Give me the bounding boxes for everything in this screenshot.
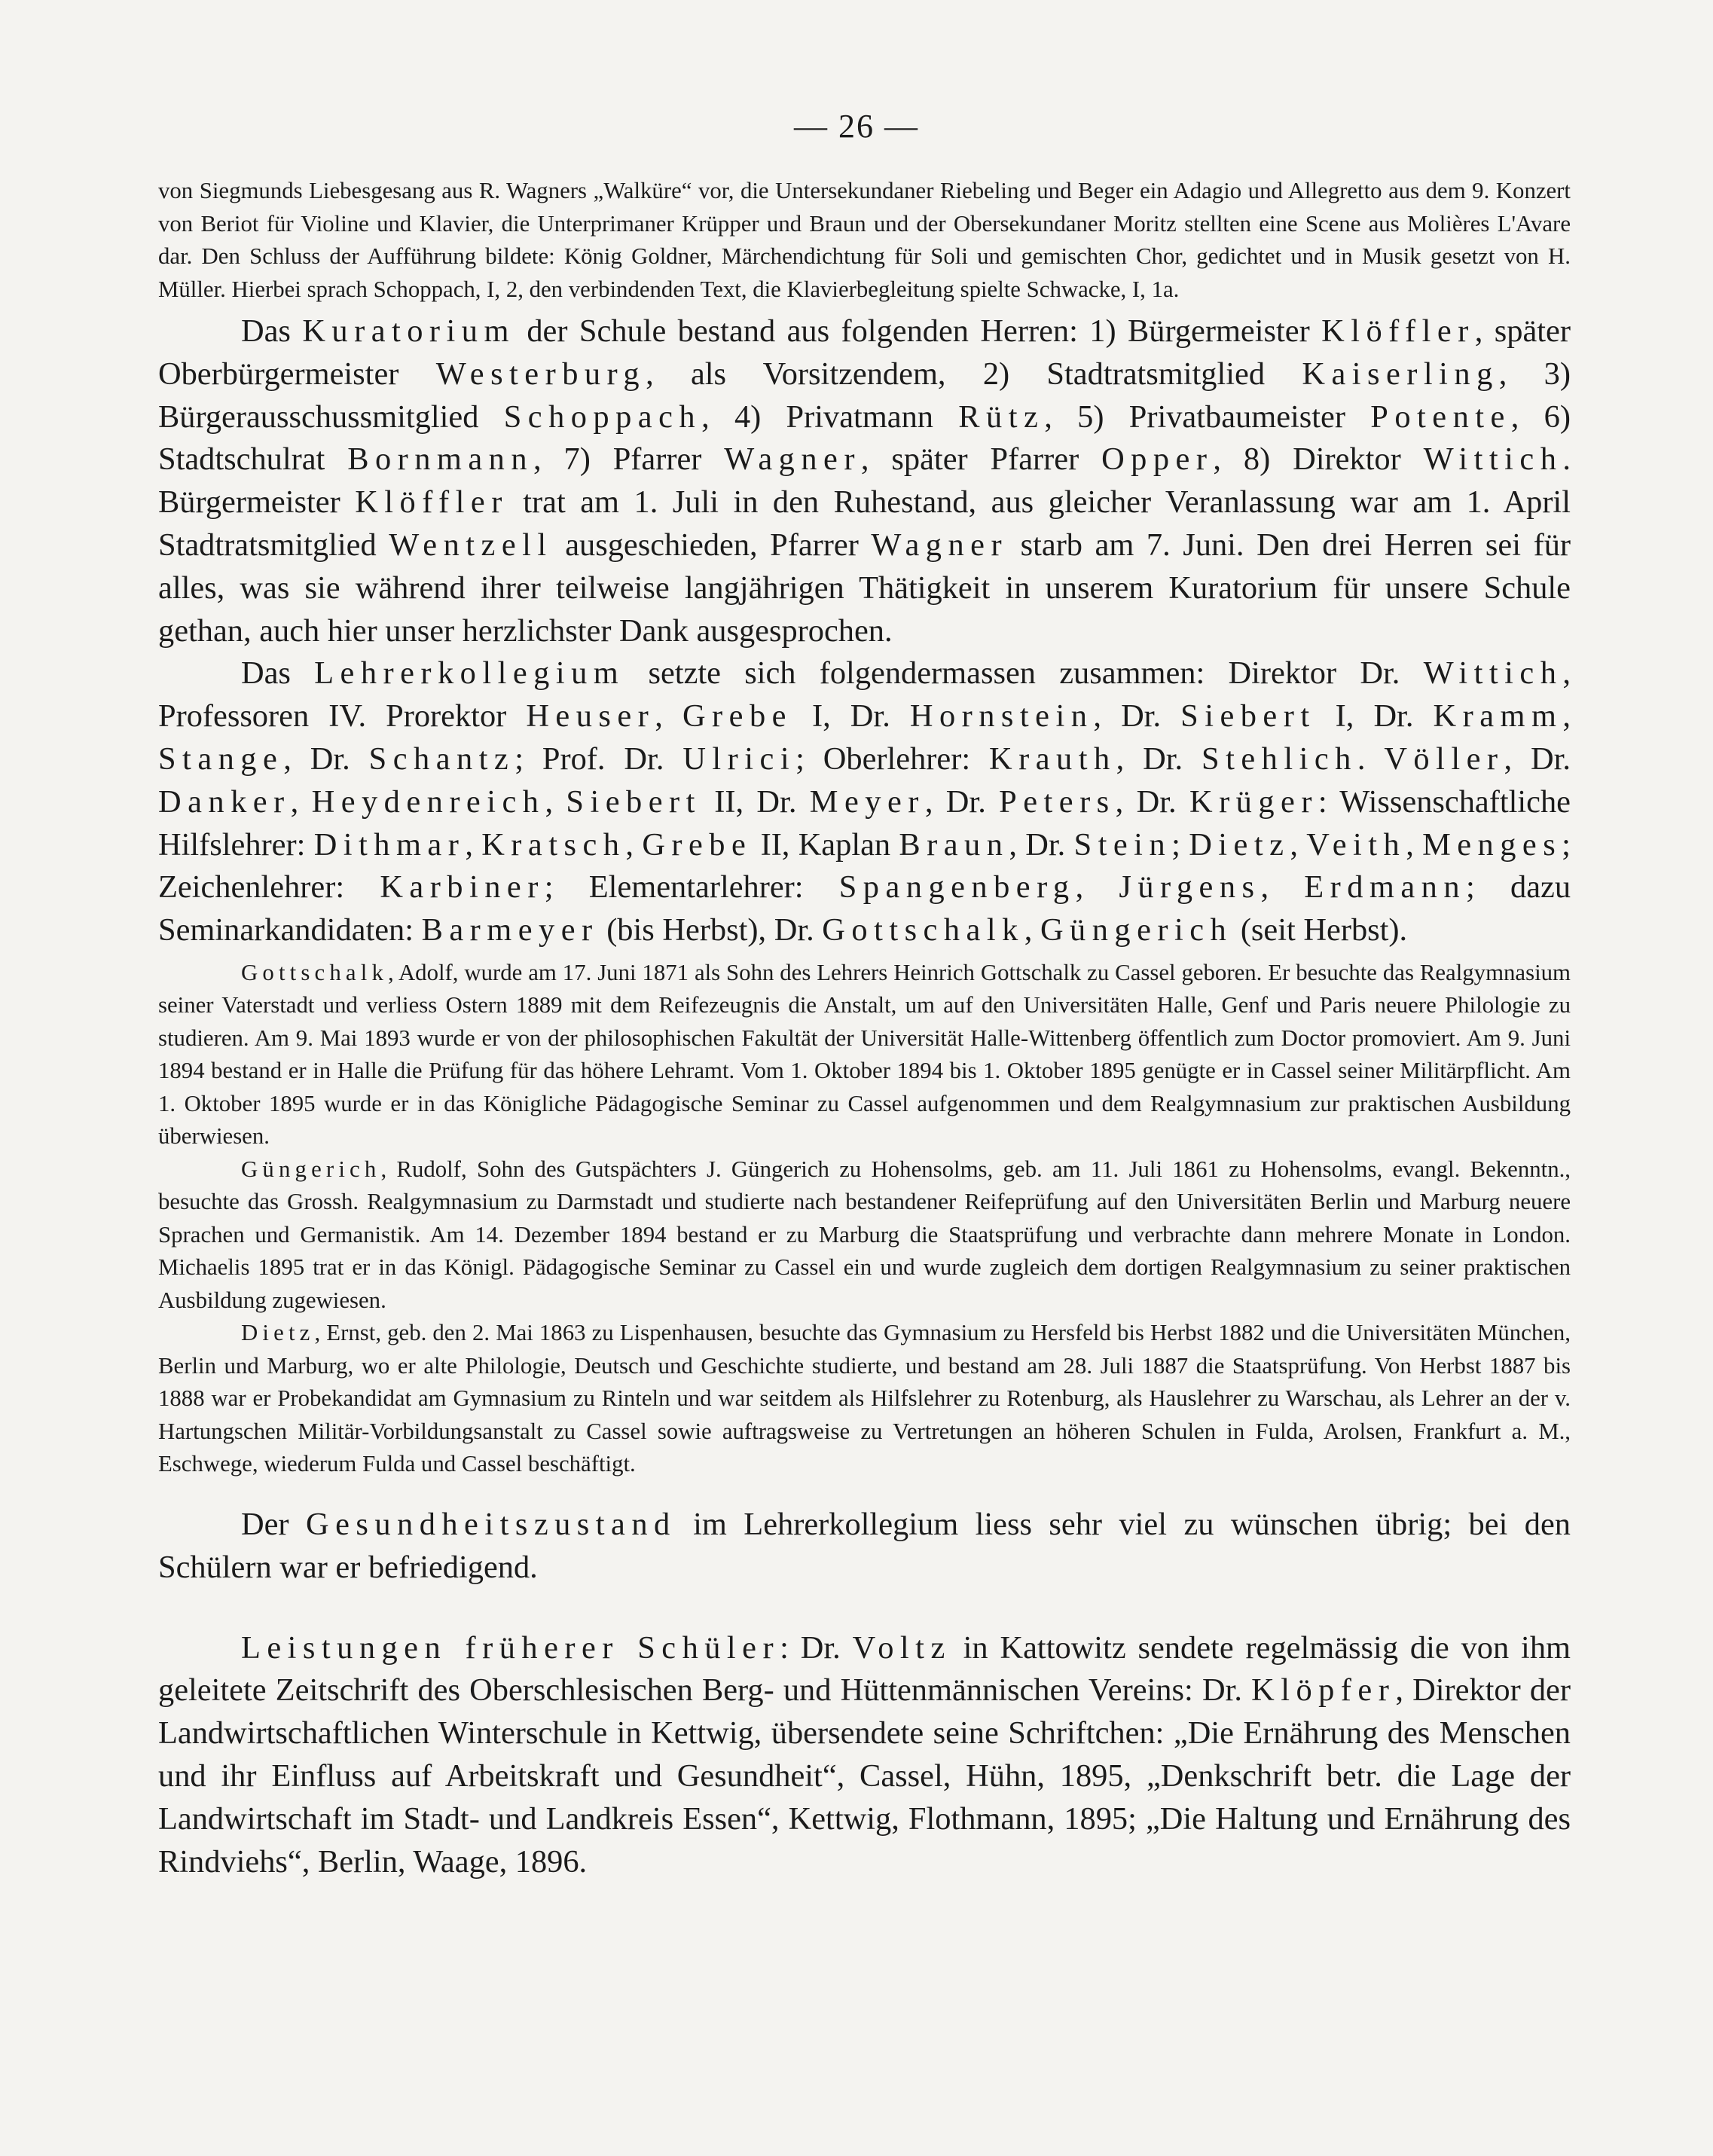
gesundheit-term: Gesundheitszustand	[305, 1506, 676, 1542]
kuratorium-term: Kuratorium	[302, 313, 515, 349]
kuratorium-paragraph: Das Kuratorium der Schule bestand aus folgenden Herren: 1) Bürgermeister Klöffler, später Oberbürgermeister Westerburg, als Vorsitzendem, 2) Stadtratsmitglied Kaiserling, 3) Bürgerausschussmitglied Schoppach, 4) Privatmann Rütz, 5) Privatbaumeister Potente, 6) Stadtschulrat Bornmann, 7) Pfarrer Wagner, später Pfarrer Opper, 8) Direktor Wittich. Bürgermeister Klöffler trat am 1. Juli in den Ruhestand, aus gleicher Veranlassung war am 1. April Stadtratsmitglied Wentzell ausgeschieden, Pfarrer Wagner starb am 7. Juni. Den drei Herren sei für alles, was sie während ihrer teilweise langjährigen Thätigkeit in unserem Kuratorium für unsere Schule gethan, auch hier unser herzlichster Dank ausgesprochen.	[158, 313, 1571, 649]
leistungen-paragraph: Leistungen früherer Schüler: Dr. Voltz in Kattowitz sendete regelmässig die von ihm geleitete Zeitschrift des Oberschlesischen Berg- und Hüttenmännischen Vereins: Dr. Klöpfer, Direktor der Landwirtschaftlichen Winterschule in Kettwig, übersendete seine Schriftchen: „Die Ernährung des Menschen und ihr Einfluss auf Arbeitskraft und Gesundheit“, Cassel, Hühn, 1895, „Denkschrift betr. die Lage der Landwirtschaft im Stadt- und Landkreis Essen“, Kettwig, Flothmann, 1895; „Die Haltung und Ernährung des Rindviehs“, Berlin, Waage, 1896.	[158, 1629, 1571, 1880]
bio-gottschalk: Gottschalk, Adolf, wurde am 17. Juni 1871 als Sohn des Lehrers Heinrich Gottschalk zu Cassel geboren. Er besuchte das Realgymnasium seiner Vaterstadt und verliess Ostern 1889 mit dem Reifezeugnis die Anstalt, um auf den Universitäten Halle, Genf und Paris neuere Philologie zu studieren. Am 9. Mai 1893 wurde er von der philosophischen Fakultät der Universität Halle-Wittenberg öffentlich zum Doctor promoviert. Am 9. Juni 1894 bestand er in Halle die Prüfung für das höhere Lehramt. Vom 1. Oktober 1894 bis 1. Oktober 1895 genügte er in Cassel seiner Militärpflicht. Am 1. Oktober 1895 wurde er in das Königliche Pädagogische Seminar zu Cassel aufgenommen und dem Realgymnasium zur praktischen Ausbildung überwiesen.	[158, 959, 1571, 1150]
gesundheit-paragraph: Der Gesundheitszustand im Lehrerkollegium liess sehr viel zu wünschen übrig; bei den Schülern war er befriedigend.	[158, 1506, 1571, 1585]
text-column	[158, 175, 1571, 1883]
bio-guengerich: Güngerich, Rudolf, Sohn des Gutspächters J. Güngerich zu Hohensolms, geb. am 11. Juli 1861 zu Hohensolms, evangl. Bekenntn., besuchte das Grossh. Realgymnasium zu Darmstadt und studierte nach bestandener Reifeprüfung auf den Universitäten Berlin und Marburg neuere Sprachen und Germanistik. Am 14. Dezember 1894 bestand er zu Marburg die Staatsprüfung und verbrachte dann mehrere Monate in London. Michaelis 1895 trat er in das Königl. Pädagogische Seminar zu Cassel ein und wurde zugleich dem dortigen Realgymnasium zu seiner praktischen Ausbildung zugewiesen.	[158, 1156, 1571, 1313]
kollegium-term: Lehrerkollegium	[314, 655, 625, 692]
kollegium-paragraph: Das Lehrerkollegium setzte sich folgendermassen zusammen: Direktor Dr. Wittich, Professoren IV. Prorektor Heuser, Grebe I, Dr. Hornstein, Dr. Siebert I, Dr. Kramm, Stange, Dr. Schantz; Prof. Dr. Ulrici; Oberlehrer: Krauth, Dr. Stehlich. Völler, Dr. Danker, Heydenreich, Siebert II, Dr. Meyer, Dr. Peters, Dr. Krüger: Wissenschaftliche Hilfslehrer: Dithmar, Kratsch, Grebe II, Kaplan Braun, Dr. Stein; Dietz, Veith, Menges; Zeichenlehrer: Karbiner; Elementarlehrer: Spangenberg, Jürgens, Erdmann; dazu Seminarkandidaten: Barmeyer (bis Herbst), Dr. Gottschalk, Güngerich (seit Herbst).	[158, 655, 1571, 948]
leistungen-term: Leistungen früherer Schüler	[241, 1629, 780, 1666]
bio-dietz: Dietz, Ernst, geb. den 2. Mai 1863 zu Lispenhausen, besuchte das Gymnasium zu Hersfeld bis Herbst 1882 und die Universitäten München, Berlin und Marburg, wo er alte Philologie, Deutsch und Geschichte studierte, und bestand am 28. Juli 1887 die Staatsprüfung. Von Herbst 1887 bis 1888 war er Probekandidat am Gymnasium zu Rinteln und war seitdem als Hilfslehrer zu Rotenburg, als Hauslehrer zu Warschau, als Lehrer an der v. Hartungschen Militär-Vorbildungsanstalt zu Cassel sowie auftragsweise zu Vertretungen an höheren Schulen in Fulda, Arolsen, Frankfurt a. M., Eschwege, wiederum Fulda und Cassel beschäftigt.	[158, 1320, 1571, 1477]
page-number: — 26 —	[794, 108, 919, 145]
concert-paragraph: von Siegmunds Liebesgesang aus R. Wagners „Walküre“ vor, die Untersekundaner Riebeling und Beger ein Adagio und Allegretto aus dem 9. Konzert von Beriot für Violine und Klavier, die Unterprimaner Krüpper und Braun und der Obersekundaner Moritz stellten eine Scene aus Molières L'Avare dar. Den Schluss der Aufführung bildete: König Goldner, Märchendichtung für Soli und gemischten Chor, gedichtet und in Musik gesetzt von H. Müller. Hierbei sprach Schoppach, I, 2, den verbindenden Text, die Klavierbegleitung spielte Schwacke, I, 1a.	[158, 178, 1571, 302]
